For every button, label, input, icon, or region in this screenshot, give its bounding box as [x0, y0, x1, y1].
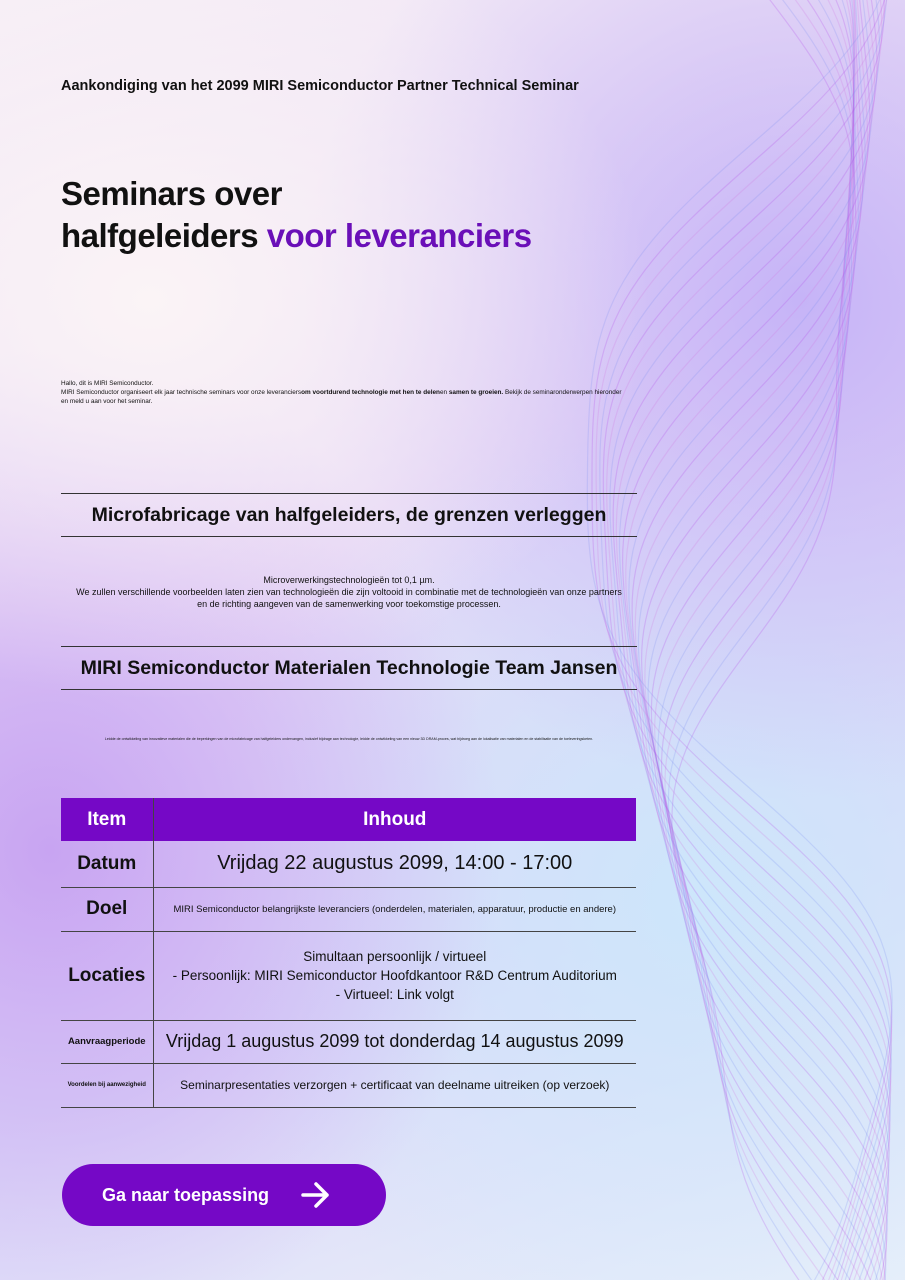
- wave-line: [613, 0, 890, 1280]
- intro-text: Hallo, dit is MIRI Semiconductor. MIRI Semiconductor organiseert elk jaar technische seminars voor onze leveranciersom voortdurend technologie met hen te delenen samen te groeien. Bekijk de seminaronderwerpen hieronder en meld u aan voor het seminar.: [61, 380, 622, 405]
- announcement-kicker: Aankondiging van het 2099 MIRI Semiconductor Partner Technical Seminar: [61, 78, 579, 94]
- wave-line: [662, 0, 854, 1280]
- table-row: Aanvraagperiode Vrijdag 1 augustus 2099 tot donderdag 14 augustus 2099: [61, 1020, 636, 1063]
- go-to-application-button[interactable]: Ga naar toepassing: [62, 1164, 386, 1226]
- wave-line: [592, 0, 892, 1280]
- section-body-microfabrication: Microverwerkingstechnologieën tot 0,1 µm. We zullen verschillende voorbeelden laten zien van technologieën die zijn voltooid in combinatie met de technologieën van onze partners en de richting aangeven van de samenwerking voor toekomstige processen.: [76, 575, 622, 609]
- page-title: Seminars over halfgeleiders voor leveranciers: [61, 175, 532, 254]
- table-row: Datum Vrijdag 22 augustus 2099, 14:00 - 17:00: [61, 841, 636, 887]
- table-row: Locaties Simultaan persoonlijk / virtueel - Persoonlijk: MIRI Semiconductor Hoofdkantoor R&D Centrum Auditorium - Virtueel: Link volgt: [61, 931, 636, 1020]
- wave-line: [600, 0, 892, 1280]
- wave-line: [596, 0, 891, 1280]
- wave-line: [610, 0, 890, 1280]
- seminar-details-table: [61, 798, 636, 1108]
- table-header-row: Item Inhoud: [61, 798, 636, 841]
- table-row: Doel MIRI Semiconductor belangrijkste leveranciers (onderdelen, materialen, apparatuur, productie en andere): [61, 887, 636, 931]
- wave-line: [665, 0, 854, 1280]
- wave-line: [645, 0, 884, 1280]
- wave-line: [658, 0, 861, 1280]
- section-body-team: Leidde de ontwikkeling van innovatieve materialen die de beperkingen van de microfabricage van halfgeleiders ondervangen, inclusief bijdrage aan technologie, leidde de ontwikkeling van een nieuw 3D DRAM-proces, wat bijdroeg aan de lokalisatie van materialen en de stabilisatie van de toeleveringsketen.: [104, 737, 594, 741]
- arrow-right-icon: [301, 1181, 331, 1209]
- section-heading-microfabrication: Microfabricage van halfgeleiders, de grenzen verleggen: [61, 493, 637, 537]
- wave-line: [603, 0, 891, 1280]
- section-heading-team: MIRI Semiconductor Materialen Technologie Team Jansen: [61, 646, 637, 690]
- wave-line: [651, 0, 877, 1280]
- table-row: Voordelen bij aanwezigheid Seminarpresentaties verzorgen + certificaat van deelname uitreiken (op verzoek): [61, 1063, 636, 1107]
- wave-line: [648, 0, 882, 1280]
